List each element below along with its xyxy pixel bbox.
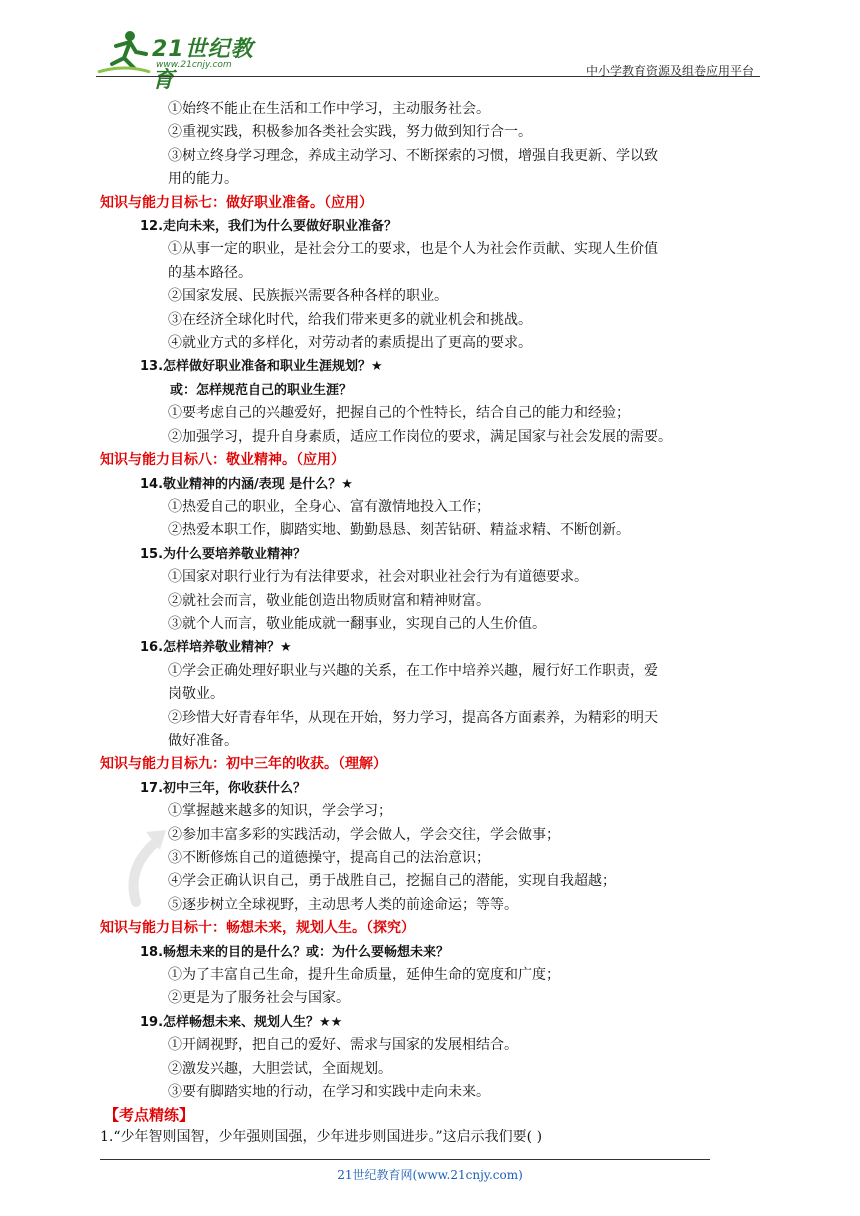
exercise-question: 1.“少年智则国智，少年强则国强，少年进步则国进步。”这启示我们要( )	[100, 1129, 543, 1146]
text-line: ③不断修炼自己的道德操守，提高自己的法治意识；	[168, 850, 490, 866]
runner-logo-icon	[96, 28, 152, 76]
text-line: ③要有脚踏实地的行动，在学习和实践中走向未来。	[168, 1084, 490, 1101]
text-line: ②重视实践，积极参加各类社会实践，努力做到知行合一。	[168, 124, 532, 141]
section-title: 【考点精练】	[104, 1106, 195, 1125]
goal-heading: 知识与能力目标七：做好职业准备。（应用）	[100, 194, 373, 211]
text-line: ④学会正确认识自己，勇于战胜自己，挖掘自己的潜能，实现自我超越；	[168, 873, 616, 890]
goal-heading: 知识与能力目标八：敬业精神。（应用）	[100, 452, 345, 469]
text-line: ⑤逐步树立全球视野，主动思考人类的前途命运；等等。	[168, 896, 518, 913]
text-line: ②就社会而言，敬业能创造出物质财富和精神财富。	[168, 592, 490, 609]
goal-heading: 知识与能力目标九：初中三年的收获。（理解）	[100, 756, 387, 773]
text-line: ①热爱自己的职业，全身心、富有激情地投入工作；	[168, 498, 490, 515]
text-line: ①掌握越来越多的知识，学会学习；	[168, 803, 392, 820]
text-line: ①从事一定的职业，是社会分工的要求，也是个人为社会作贡献、实现人生价值	[168, 241, 658, 258]
text-line: ①学会正确处理好职业与兴趣的关系，在工作中培养兴趣，履行好工作职责，爱	[168, 662, 658, 679]
question-heading: 17.初中三年，你收获什么？	[140, 780, 307, 796]
question-heading: 13.怎样做好职业准备和职业生涯规划？★	[140, 359, 383, 375]
text-line: 用的能力。	[168, 171, 238, 188]
document-body	[100, 98, 766, 1150]
question-heading: 14.敬业精神的内涵/表现 是什么？★	[140, 476, 353, 492]
text-line: ②更是为了服务社会与国家。	[168, 990, 350, 1007]
text-line: 岗敬业。	[168, 686, 224, 703]
header-divider	[96, 76, 760, 77]
question-heading: 12.走向未来，我们为什么要做好职业准备？	[140, 219, 398, 235]
text-line: ③树立终身学习理念，养成主动学习、不断探索的习惯，增强自我更新、学以致	[168, 147, 658, 164]
text-line: ①始终不能止在生活和工作中学习，主动服务社会。	[168, 101, 490, 117]
question-heading: 19.怎样畅想未来、规划人生？★★	[140, 1014, 343, 1030]
platform-name: 中小学教育资源及组卷应用平台	[585, 64, 754, 78]
text-line: ③在经济全球化时代，给我们带来更多的就业机会和挑战。	[168, 311, 532, 328]
text-line: ④就业方式的多样化，对劳动者的素质提出了更高的要求。	[168, 335, 532, 352]
question-heading: 18.畅想未来的目的是什么？或：为什么要畅想未来？	[140, 944, 450, 960]
question-heading: 16.怎样培养敬业精神？★	[140, 640, 292, 656]
text-line: 的基本路径。	[168, 264, 252, 281]
page-header	[96, 28, 760, 93]
logo-url: www.21cnjy.com	[156, 60, 232, 70]
text-line: ②参加丰富多彩的实践活动，学会做人，学会交往，学会做事；	[168, 826, 560, 843]
text-line: ②珍惜大好青春年华，从现在开始，努力学习，提高各方面素养，为精彩的明天	[168, 709, 658, 726]
text-line: ①为了丰富自己生命，提升生命质量，延伸生命的宽度和广度；	[168, 967, 560, 984]
logo-text: 21世纪教育	[152, 37, 254, 93]
question-heading: 或：怎样规范自己的职业生涯？	[170, 382, 353, 398]
question-heading: 15.为什么要培养敬业精神？	[140, 546, 307, 562]
footer-link[interactable]: 21世纪教育网(www.21cnjy.com)	[337, 1168, 523, 1182]
text-line: ②国家发展、民族振兴需要各种各样的职业。	[168, 288, 448, 305]
text-line: ③就个人而言，敬业能成就一翻事业，实现自己的人生价值。	[168, 615, 546, 632]
goal-heading: 知识与能力目标十：畅想未来，规划人生。（探究）	[100, 920, 415, 937]
logo	[96, 28, 266, 93]
text-line: ②激发兴趣，大胆尝试，全面规划。	[168, 1060, 392, 1077]
text-line: ②加强学习，提升自身素质，适应工作岗位的要求，满足国家与社会发展的需要。	[168, 428, 672, 445]
text-line: ①开阔视野，把自己的爱好、需求与国家的发展相结合。	[168, 1037, 518, 1054]
footer-divider	[100, 1159, 710, 1160]
text-line: ①要考虑自己的兴趣爱好，把握自己的个性特长，结合自己的能力和经验；	[168, 405, 630, 422]
text-line: 做好准备。	[168, 732, 238, 749]
text-line: ②热爱本职工作，脚踏实地、勤勤恳恳、刻苦钻研、精益求精、不断创新。	[168, 522, 630, 539]
text-line: ①国家对职行业行为有法律要求，社会对职业社会行为有道德要求。	[168, 569, 588, 586]
